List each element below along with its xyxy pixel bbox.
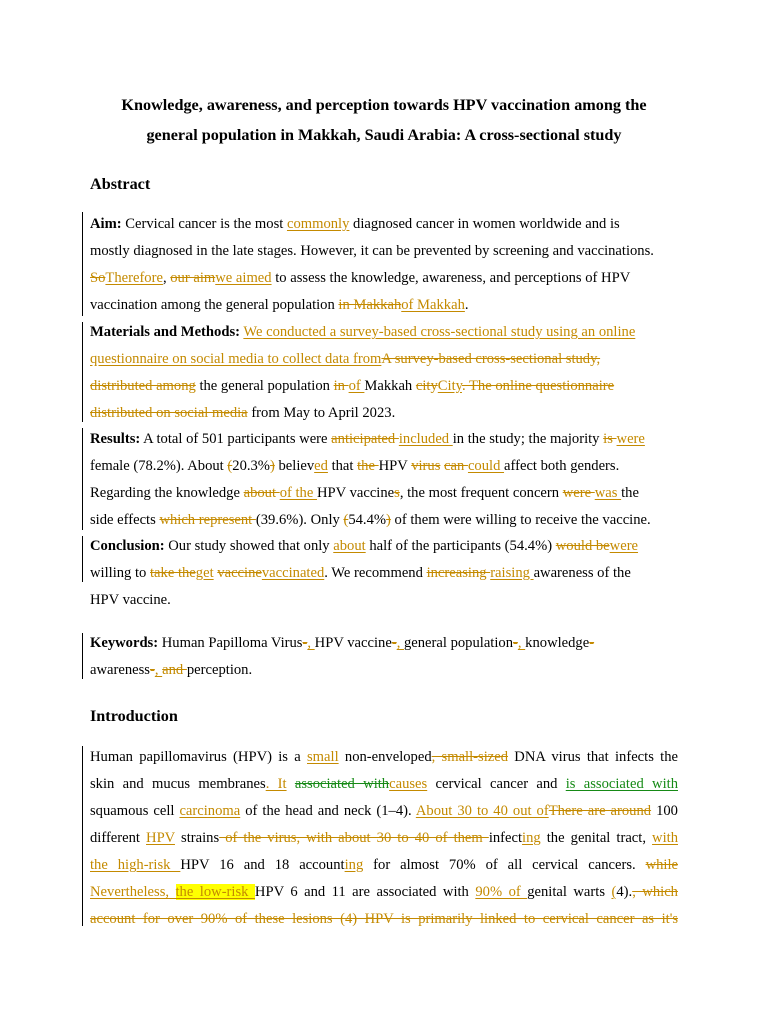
methods-line-3 — [90, 376, 614, 396]
results-label: Results: — [90, 431, 141, 447]
keywords-text: HPV vaccine — [314, 635, 392, 651]
intro-highlighted-insertion: the low-risk — [175, 884, 255, 900]
methods-line-4 — [90, 403, 395, 423]
keywords-deletion: - — [589, 635, 595, 651]
conclusion-insertion: were — [609, 538, 639, 554]
intro-deletion: , which — [632, 884, 678, 900]
intro-insertion: small — [307, 749, 339, 765]
intro-text: skin and mucus membranes — [90, 776, 266, 792]
methods-deletion: in — [333, 378, 349, 394]
methods-text: Makkah — [364, 378, 416, 394]
conclusion-deletion: take the — [150, 565, 196, 581]
intro-text: 4) — [616, 884, 629, 900]
intro-insertion: causes — [389, 776, 428, 792]
title-line-2: general population in Makkah, Saudi Arabia: A cross-sectional study — [146, 126, 622, 144]
intro-deletion: There are around — [548, 803, 652, 819]
results-deletion: the — [357, 458, 379, 474]
results-text: 20.3% — [232, 458, 270, 474]
conclusion-text: half of the participants (54.4%) — [365, 538, 556, 554]
results-text: , the most frequent concern — [399, 485, 563, 501]
conclusion-insertion: about — [333, 538, 366, 554]
intro-text: cervical cancer and — [427, 776, 566, 792]
intro-insertion: ing — [344, 857, 364, 873]
aim-deletion: in Makkah — [338, 297, 402, 313]
results-line-4 — [90, 510, 651, 530]
intro-text: HPV 16 and 18 account — [180, 857, 345, 873]
aim-text: , — [162, 270, 171, 286]
results-deletion: ( — [227, 458, 233, 474]
results-deletion: ) — [386, 512, 391, 528]
conclusion-line-1 — [90, 536, 638, 556]
aim-text: . — [464, 297, 469, 313]
results-deletion: is — [603, 431, 617, 447]
intro-line-5 — [90, 855, 678, 875]
conclusion-text: willing to — [90, 565, 150, 581]
intro-text: different — [90, 830, 147, 846]
aim-text: vaccination among the general population — [90, 297, 339, 313]
aim-line-2: mostly diagnosed in the late stages. However, it can be prevented by screening and vaccinations. — [90, 243, 654, 259]
results-insertion: of the — [279, 485, 317, 501]
intro-insertion: the high-risk — [90, 857, 181, 873]
conclusion-line-3: HPV vaccine. — [90, 592, 171, 608]
intro-insertion: 90% of — [475, 884, 528, 900]
keywords-deletion: and — [162, 662, 187, 678]
intro-text: 100 — [651, 803, 678, 819]
aim-line-1 — [90, 214, 620, 234]
aim-label: Aim: — [90, 216, 122, 232]
results-deletion: anticipated — [331, 431, 399, 447]
conclusion-text: . We recommend — [324, 565, 427, 581]
aim-insertion: of Makkah — [401, 297, 465, 313]
intro-deletion: while — [645, 857, 678, 873]
aim-line-3 — [90, 268, 630, 288]
abstract-heading: Abstract — [90, 175, 151, 193]
intro-insertion: carcinoma — [179, 803, 241, 819]
results-deletion: can — [444, 458, 468, 474]
change-bar-results — [82, 428, 83, 530]
results-deletion: ( — [343, 512, 349, 528]
aim-text: diagnosed cancer in women worldwide and is — [349, 216, 620, 232]
intro-insertion-green: is associated with — [565, 776, 678, 792]
keywords-deletion: - — [513, 635, 518, 651]
intro-text: Human papillomavirus (HPV) is a — [90, 749, 307, 765]
intro-deletion-green: associated with — [294, 776, 390, 792]
keywords-text: awareness — [90, 662, 150, 678]
keywords-insertion: , — [517, 635, 526, 651]
conclusion-text: Our study showed that only — [164, 538, 334, 554]
results-deletion: virus — [411, 458, 441, 474]
methods-deletion: distributed among — [90, 378, 196, 394]
intro-text: the genital tract, — [540, 830, 653, 846]
keywords-label: Keywords: — [90, 635, 159, 651]
keywords-text: perception. — [186, 662, 253, 678]
results-text: in the study; the majority — [452, 431, 604, 447]
keywords-deletion: - — [149, 662, 155, 678]
intro-insertion: with — [652, 830, 678, 846]
methods-deletion: city — [415, 378, 438, 394]
results-text: that — [327, 458, 358, 474]
intro-text: HPV 6 and 11 are associated with — [254, 884, 476, 900]
results-insertion: included — [398, 431, 453, 447]
results-deletion: ) — [269, 458, 275, 474]
keywords-line-2 — [90, 660, 252, 680]
conclusion-label: Conclusion: — [90, 538, 165, 554]
title-line-1: Knowledge, awareness, and perception towards HPV vaccination among the — [121, 96, 647, 114]
intro-deletion: , small-sized — [431, 749, 509, 765]
results-line-3 — [90, 483, 639, 503]
results-text: affect both genders. — [504, 458, 620, 474]
aim-line-4 — [90, 295, 469, 315]
intro-text: . — [628, 884, 633, 900]
results-text: A total of 501 participants were — [140, 431, 332, 447]
methods-text: from May to April 2023. — [247, 405, 396, 421]
conclusion-deletion: would be — [555, 538, 610, 554]
results-line-2 — [90, 456, 619, 476]
keywords-deletion: - — [302, 635, 308, 651]
conclusion-deletion: increasing — [426, 565, 491, 581]
results-text: HPV — [378, 458, 412, 474]
methods-deletion: . The online questionnaire — [461, 378, 615, 394]
intro-text: strains — [174, 830, 220, 846]
results-text: 54.4% — [348, 512, 387, 528]
intro-text: of the head and neck (1–4). — [240, 803, 416, 819]
intro-text: squamous cell — [90, 803, 180, 819]
results-text: Regarding the knowledge — [90, 485, 244, 501]
intro-text: genital warts — [527, 884, 612, 900]
methods-insertion: of — [348, 378, 365, 394]
keywords-line-1 — [90, 633, 594, 653]
results-line-1 — [90, 429, 645, 449]
intro-line-6 — [90, 882, 678, 902]
change-bar-introduction — [82, 746, 83, 926]
intro-deletion: of the virus, with about 30 to 40 of them — [219, 830, 489, 846]
results-insertion: could — [467, 458, 505, 474]
methods-deletion: distributed on social media — [90, 405, 248, 421]
results-text: believ — [274, 458, 315, 474]
keywords-deletion: - — [391, 635, 397, 651]
introduction-heading: Introduction — [90, 707, 178, 725]
intro-line-7 — [90, 909, 678, 929]
methods-insertion: City — [437, 378, 462, 394]
change-bar-aim — [82, 212, 83, 316]
intro-text: for almost 70% of all cervical cancers. — [363, 857, 646, 873]
methods-insertion: We conducted a survey-based cross-sectional study using an online — [243, 324, 636, 340]
aim-deletion: our aim — [170, 270, 216, 286]
results-deletion: about — [243, 485, 280, 501]
conclusion-deletion: vaccine — [217, 565, 262, 581]
intro-insertion: ing — [522, 830, 541, 846]
results-text: side effects — [90, 512, 160, 528]
results-deletion: which represent — [159, 512, 256, 528]
intro-insertion: About 30 to 40 out of — [415, 803, 549, 819]
results-insertion: were — [616, 431, 645, 447]
intro-line-2 — [90, 774, 678, 794]
aim-deletion: So — [90, 270, 106, 286]
conclusion-insertion: get — [195, 565, 214, 581]
intro-text: infect — [488, 830, 523, 846]
results-text: female (78.2%). About — [90, 458, 228, 474]
intro-line-3 — [90, 801, 678, 821]
conclusion-text: awareness of the — [533, 565, 631, 581]
methods-text: the general population — [195, 378, 334, 394]
keywords-insertion: , — [307, 635, 315, 651]
aim-text: Cervical cancer is the most — [121, 216, 287, 232]
intro-line-1 — [90, 747, 678, 767]
intro-text: DNA virus that infects the — [508, 749, 678, 765]
methods-line-1 — [90, 322, 635, 342]
conclusion-line-2 — [90, 563, 631, 583]
intro-text — [287, 776, 295, 792]
keywords-text: general population — [403, 635, 513, 651]
results-insertion: ed — [314, 458, 328, 474]
keywords-text: knowledge — [525, 635, 590, 651]
change-bar-keywords — [82, 633, 83, 679]
keywords-insertion: , — [396, 635, 404, 651]
methods-label: Materials and Methods: — [90, 324, 240, 340]
methods-deletion: A survey-based cross-sectional study, — [381, 351, 601, 367]
aim-text: to assess the knowledge, awareness, and perceptions of HPV — [271, 270, 631, 286]
conclusion-insertion: raising — [490, 565, 534, 581]
document-title — [60, 90, 708, 150]
results-text: of them were willing to receive the vaccine. — [390, 512, 651, 528]
aim-insertion: commonly — [286, 216, 350, 232]
results-text: HPV vaccine — [316, 485, 395, 501]
intro-deletion: account for over 90% of these lesions (4) HPV is primarily linked to cervical cancer as it's — [90, 911, 678, 927]
intro-text: non-enveloped — [338, 749, 432, 765]
intro-insertion: HPV — [146, 830, 175, 846]
aim-insertion: we aimed — [215, 270, 272, 286]
results-insertion: was — [594, 485, 622, 501]
intro-insertion: Nevertheless, — [90, 884, 176, 900]
results-deletion: s — [394, 485, 400, 501]
change-bar-conclusion — [82, 536, 83, 582]
intro-insertion: ( — [611, 884, 617, 900]
results-text: the — [621, 485, 639, 501]
results-deletion: were — [562, 485, 595, 501]
change-bar-methods — [82, 322, 83, 422]
conclusion-insertion: vaccinated — [261, 565, 325, 581]
intro-line-4 — [90, 828, 678, 848]
aim-insertion: Therefore — [105, 270, 163, 286]
results-text: (39.6%). Only — [255, 512, 344, 528]
intro-insertion: . It — [265, 776, 287, 792]
methods-insertion: questionnaire on social media to collect data from — [90, 351, 382, 367]
methods-line-2 — [90, 349, 600, 369]
keywords-text: Human Papilloma Virus — [158, 635, 303, 651]
keywords-insertion: , — [154, 662, 163, 678]
